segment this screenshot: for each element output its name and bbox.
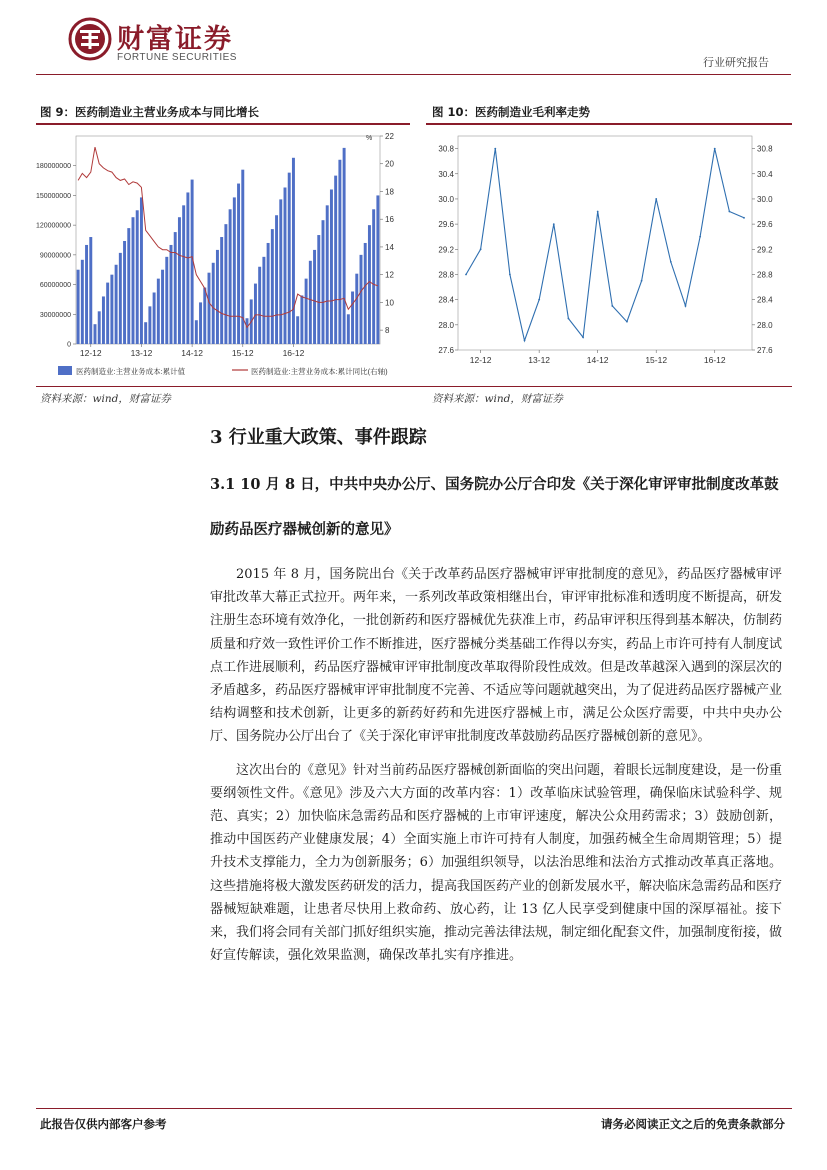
left-tick-label: 30.8 xyxy=(438,144,454,154)
bar xyxy=(254,284,257,344)
margin-point xyxy=(641,280,643,282)
left-tick-label: 90000000 xyxy=(39,252,71,260)
right-tick-label: 27.6 xyxy=(757,346,773,355)
bar xyxy=(170,245,173,344)
bar xyxy=(309,261,312,344)
right-tick-label: 18 xyxy=(385,187,394,197)
right-tick-label: 20 xyxy=(385,159,394,169)
x-tick-label: 13-12 xyxy=(528,355,551,365)
bar xyxy=(165,257,168,344)
x-tick-label: 16-12 xyxy=(703,355,726,365)
left-tick-label: 30.0 xyxy=(438,194,454,204)
margin-point xyxy=(728,211,730,213)
bar xyxy=(343,148,346,344)
left-tick-label: 29.6 xyxy=(438,220,454,230)
figure-title-rule-right xyxy=(426,123,792,125)
bar xyxy=(216,250,219,344)
right-tick-label: 30.8 xyxy=(757,144,773,154)
bar xyxy=(119,253,122,344)
x-tick-label: 16-12 xyxy=(282,348,305,358)
figure9-title: 图 9：医药制造业主营业务成本与同比增长 xyxy=(40,105,260,119)
paragraph-2: 这次出台的《意见》针对当前药品医疗器械创新面临的突出问题，着眼长远制度建设，是一份重要纲领性文件。《意见》涉及六大方面的改革内容：1）改革临床试验管理，确保临床试验科学、规范、真实；2）加快临床急需药品和医疗器械的上市审评速度，解决公众用药需求；3）鼓励创新，推动中国医药产业健康发展；4）全面实施上市许可持有人制度，加强药械全生命周期管理；5）提升技术支撑能力，全力为创新服务；6）加强组织领导，以法治思维和法治方式推动改革真正落地。这些措施将极大激发医药研发的活力，提高我国医药产业的创新发展水平，解决临床急需药品和医疗器械短缺难题，让患者尽快用上救命药、放心药，让 13 亿人民享受到健康中国的深厚福祉。接下来，我们将会同有关部门抓好组织实施，推动完善法律法规，制定细化配套文件，加强制度衔接，做好宣传解读，强化效果监测，确保改革扎实有序推进。 xyxy=(210,762,783,964)
source-note-left: 资料来源：wind，财富证券 xyxy=(40,393,171,405)
bar xyxy=(195,320,198,344)
section-body xyxy=(210,563,782,967)
left-tick-label: 28.0 xyxy=(438,320,454,330)
bar xyxy=(161,270,164,344)
figure-bottom-rule xyxy=(36,386,792,387)
bar xyxy=(140,197,143,344)
figure9-chart xyxy=(36,126,410,384)
figure10-title: 图 10：医药制造业毛利率走势 xyxy=(432,105,591,119)
bar xyxy=(360,255,363,344)
figure-title-rule-left xyxy=(36,123,410,125)
right-tick-label: 30.4 xyxy=(757,169,773,179)
left-tick-label: 30000000 xyxy=(39,311,71,319)
left-tick-label: 28.4 xyxy=(438,295,454,305)
bar xyxy=(258,267,261,344)
footer-left: 此报告仅供内部客户参考 xyxy=(40,1117,167,1131)
margin-point xyxy=(553,223,555,225)
brand-name-en: FORTUNE SECURITIES xyxy=(117,52,237,63)
bar xyxy=(144,322,147,344)
bar xyxy=(330,189,333,344)
bar xyxy=(347,314,350,344)
bar xyxy=(98,311,101,344)
x-tick-label: 15-12 xyxy=(645,355,668,365)
bar xyxy=(271,229,274,344)
right-axis-unit: % xyxy=(366,135,373,142)
bar xyxy=(262,257,265,344)
growth-line xyxy=(78,147,378,327)
margin-point xyxy=(568,318,570,320)
right-tick-label: 14 xyxy=(385,242,394,252)
bar xyxy=(246,318,249,344)
left-tick-label: 180000000 xyxy=(36,163,71,171)
bar xyxy=(376,195,379,344)
margin-point xyxy=(714,148,716,150)
right-tick-label: 22 xyxy=(385,132,394,141)
bar xyxy=(237,184,240,344)
margin-point xyxy=(655,198,657,200)
bar xyxy=(212,263,215,344)
margin-point xyxy=(509,274,511,276)
bar xyxy=(317,235,320,344)
bar xyxy=(182,205,185,344)
bar xyxy=(288,173,291,344)
bar xyxy=(178,217,181,344)
left-tick-label: 60000000 xyxy=(39,282,71,290)
bar xyxy=(372,209,375,344)
legend-bar-label: 医药制造业:主营业务成本:累计值 xyxy=(76,367,186,376)
bar xyxy=(106,283,109,344)
bar xyxy=(81,260,84,344)
source-note-right: 资料来源：wind，财富证券 xyxy=(432,393,563,405)
bar xyxy=(102,296,105,344)
bar xyxy=(351,292,354,344)
bar xyxy=(364,243,367,344)
margin-point xyxy=(685,305,687,307)
x-tick-label: 13-12 xyxy=(130,348,153,358)
bar xyxy=(296,316,299,344)
bar xyxy=(94,324,97,344)
bar xyxy=(305,279,308,344)
bar xyxy=(267,243,270,344)
bar xyxy=(229,209,232,344)
bar xyxy=(322,220,325,344)
bar xyxy=(233,197,236,344)
left-tick-label: 0 xyxy=(67,341,71,349)
bar xyxy=(300,295,303,344)
left-tick-label: 30.4 xyxy=(438,169,454,179)
section-title: 3 行业重大政策、事件跟踪 xyxy=(210,427,427,448)
footer-right: 请务必阅读正文之后的免责条款部分 xyxy=(601,1117,785,1131)
bar xyxy=(127,228,130,344)
bar xyxy=(110,275,113,344)
bar xyxy=(313,250,316,344)
left-tick-label: 29.2 xyxy=(438,245,454,255)
bar xyxy=(284,188,287,344)
bar xyxy=(136,210,139,344)
right-tick-label: 28.8 xyxy=(757,270,773,280)
bar xyxy=(115,265,118,344)
left-tick-label: 27.6 xyxy=(438,346,454,355)
plot-frame xyxy=(458,136,752,350)
margin-line xyxy=(466,149,744,341)
bar xyxy=(199,302,202,344)
bar xyxy=(208,273,211,344)
right-tick-label: 16 xyxy=(385,215,394,225)
margin-point xyxy=(743,217,745,219)
bar xyxy=(174,232,177,344)
bar xyxy=(85,245,88,344)
margin-point xyxy=(670,261,672,263)
margin-point xyxy=(699,236,701,238)
paragraph-1: 2015 年 8 月，国务院出台《关于改革药品医疗器械审评审批制度的意见》，药品医疗器械审评审批改革大幕正式拉开。两年来，一系列改革政策相继出台，审评审批标准和透明度不断提高，研发注册生态环境有效净化，一批创新药和医疗器械优先获准上市，药品审评积压得到基本解决，仿制药质量和疗效一致性评价工作不断推进，医疗器械分类基础工作得以夯实，药品上市许可持有人制度试点工作进展顺利，药品医疗器械审评审批制度改革取得阶段性成效。但是改革越深入遇到的深层次的矛盾越多，药品医疗器械审评审批制度不完善、不适应等问题就越突出，为了促进药品医疗器械产业结构调整和技术创新，让更多的新药好药和先进医疗器械上市，满足公众医疗需要，中共中央办公厅、国务院办公厅出台了《关于深化审评审批制度改革鼓励药品医疗器械创新的意见》。 xyxy=(210,567,783,745)
bar xyxy=(77,270,80,344)
bar xyxy=(203,288,206,344)
header-rule xyxy=(36,74,791,75)
footer-rule xyxy=(36,1108,792,1109)
legend-bar-swatch xyxy=(58,366,72,375)
bar xyxy=(220,237,223,344)
margin-point xyxy=(597,211,599,213)
bar xyxy=(153,292,156,344)
right-tick-label: 29.6 xyxy=(757,220,773,230)
right-tick-label: 12 xyxy=(385,270,394,280)
bar xyxy=(186,192,189,344)
right-tick-label: 29.2 xyxy=(757,245,773,255)
margin-point xyxy=(480,248,482,250)
margin-point xyxy=(524,340,526,342)
left-tick-label: 28.8 xyxy=(438,270,454,280)
bar xyxy=(224,224,227,344)
bar xyxy=(275,215,278,344)
bar xyxy=(123,241,126,344)
bar xyxy=(279,199,282,344)
bar xyxy=(148,306,151,344)
bar xyxy=(132,217,135,344)
bar xyxy=(326,205,329,344)
bar xyxy=(89,237,92,344)
legend-line-label: 医药制造业:主营业务成本:累计同比(右轴) xyxy=(251,367,388,376)
margin-point xyxy=(582,337,584,339)
bar xyxy=(334,176,337,344)
margin-point xyxy=(611,305,613,307)
bar xyxy=(292,158,295,344)
x-tick-label: 14-12 xyxy=(181,348,203,358)
right-tick-label: 10 xyxy=(385,298,394,308)
x-tick-label: 15-12 xyxy=(231,348,254,358)
right-tick-label: 8 xyxy=(385,326,390,336)
section-subtitle: 3.1 10 月 8 日，中共中央办公厅、国务院办公厅合印发《关于深化审评审批制度改革鼓励药品医疗器械创新的意见》 xyxy=(210,476,779,538)
bar xyxy=(355,274,358,344)
margin-point xyxy=(538,299,540,301)
bar xyxy=(338,160,341,344)
right-tick-label: 30.0 xyxy=(757,194,773,204)
brand-name-cn: 财富证券 xyxy=(117,24,233,55)
right-tick-label: 28.0 xyxy=(757,320,773,330)
x-tick-label: 14-12 xyxy=(586,355,609,365)
x-tick-label: 12-12 xyxy=(469,355,492,365)
right-tick-label: 28.4 xyxy=(757,295,773,305)
report-type: 行业研究报告 xyxy=(703,56,769,69)
page-header xyxy=(0,0,827,80)
left-tick-label: 150000000 xyxy=(36,192,71,200)
fortune-logo-icon xyxy=(68,17,112,61)
bar xyxy=(157,279,160,344)
figure10-chart xyxy=(426,126,792,384)
left-tick-label: 120000000 xyxy=(36,222,71,230)
bar xyxy=(368,225,371,344)
margin-point xyxy=(494,148,496,150)
margin-point xyxy=(465,274,467,276)
margin-point xyxy=(626,321,628,323)
x-tick-label: 12-12 xyxy=(79,348,102,358)
